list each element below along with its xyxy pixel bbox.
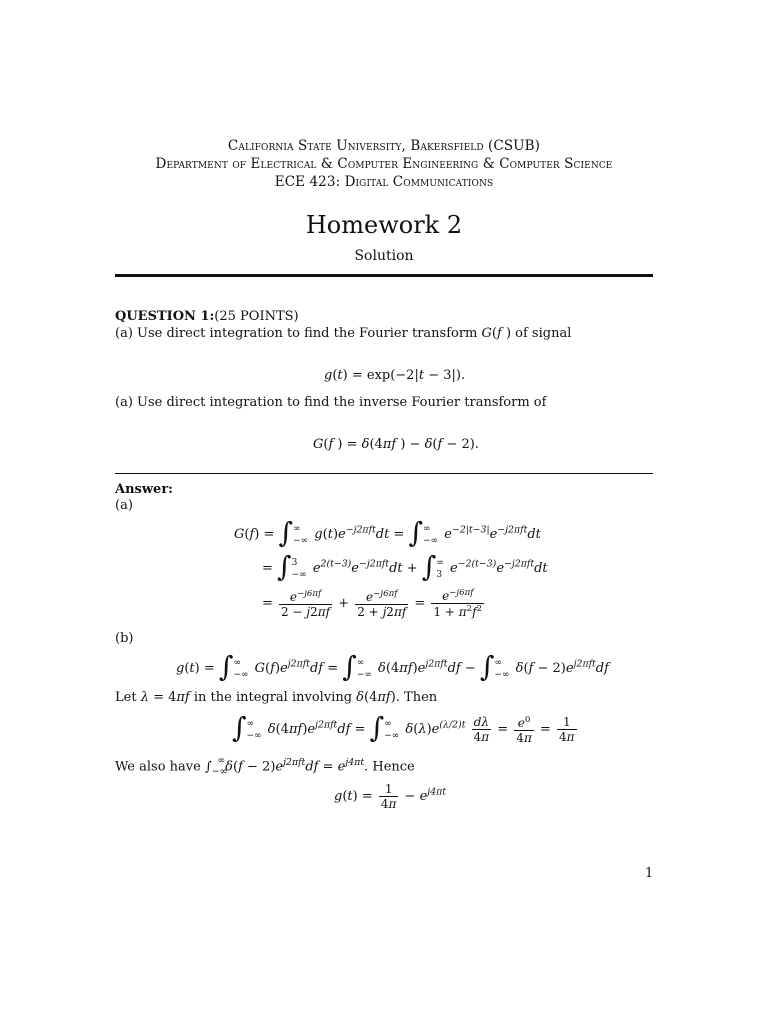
signal-equation: g(t) = exp(−2|t − 3|). [324,368,466,383]
answer-part-a-label: (a) [115,498,133,513]
derivation-a-line3: = $\frac{e^{-j6\pi f}}{2 - j2\pi f}$ + $\frac{e^{-j6\pi f}}{2 + j2\pi f}$ = $\frac{e^{-j6\pi f}}{1 + \pi^2f^2}$ [262,588,483,619]
title-rule [115,274,653,277]
page-number: 1 [645,866,654,881]
document-title: Homework 2 [305,211,463,239]
part-b-prompt: (a) Use direct integration to find the inverse Fourier transform of [115,395,547,410]
derivation-b-line2: ∫ ∞ −∞ $\delta(4\pi f)e^{j2\pi ft}df$ = ∫ ∞ −∞ $\delta(\lambda)e^{(\lambda/2)t}$ $\frac{d\lambda}{4\pi}$ = $\frac{e^0}{4\pi}$ = $\frac{1}{4\pi}$ [232,711,575,745]
question-label: QUESTION 1: [115,309,215,324]
part-a-prompt-end: of signal [511,326,572,341]
institution-name: California State University, Bakersfield (CSUB) [227,138,541,154]
answer-divider [115,473,653,474]
department-name: Department of Electrical & Computer Engineering & Computer Science [155,156,613,172]
answer-part-b-label: (b) [115,631,134,646]
substitution-sentence: Let λ = 4πf in the integral involving δ(4πf). Then [115,690,438,705]
answer-label: Answer: [115,482,173,497]
derivation-b-line1: g(t) = ∫ ∞ −∞ $G(f)e^{j2\pi ft}df$ = ∫ ∞ −∞ $\delta(4\pi f)e^{j2\pi ft}df$ − ∫ ∞ −∞ $\delta(f - 2)e^{j2\pi ft}df$ [176,650,609,683]
math-Gf: G(f ) [481,326,512,341]
also-have-sentence: We also have $\int_{-\infty}^\infty\delta(f - 2)e^{j2\pi ft}df = e^{j4\pi t}$. Hence [115,755,415,777]
course-name: ECE 423: Digital Communications [274,174,494,190]
document-subtitle: Solution [354,248,414,264]
question-heading [115,309,299,324]
spectrum-equation: G(f ) = δ(4πf ) − δ(f − 2). [313,437,479,452]
derivation-a-line1: G(f) = ∫ ∞ −∞ $g(t)e^{-j2\pi ft}dt$ = ∫ ∞ −∞ $e^{-2|t-3|}e^{-j2\pi ft}dt$ [234,516,541,549]
derivation-a-line2: = ∫ 3 −∞ $e^{2(t-3)}e^{-j2\pi ft}dt$ + ∫ ∞ 3 $e^{-2(t-3)}e^{-j2\pi ft}dt$ [262,550,548,583]
part-a-prompt [115,326,571,341]
part-a-prompt-start: (a) Use direct integration to find the Fourier transform [115,326,482,341]
final-result-equation: g(t) = $\frac{1}{4\pi}$ − $e^{j4\pi t}$ [334,782,447,811]
question-points: (25 POINTS) [214,309,299,324]
